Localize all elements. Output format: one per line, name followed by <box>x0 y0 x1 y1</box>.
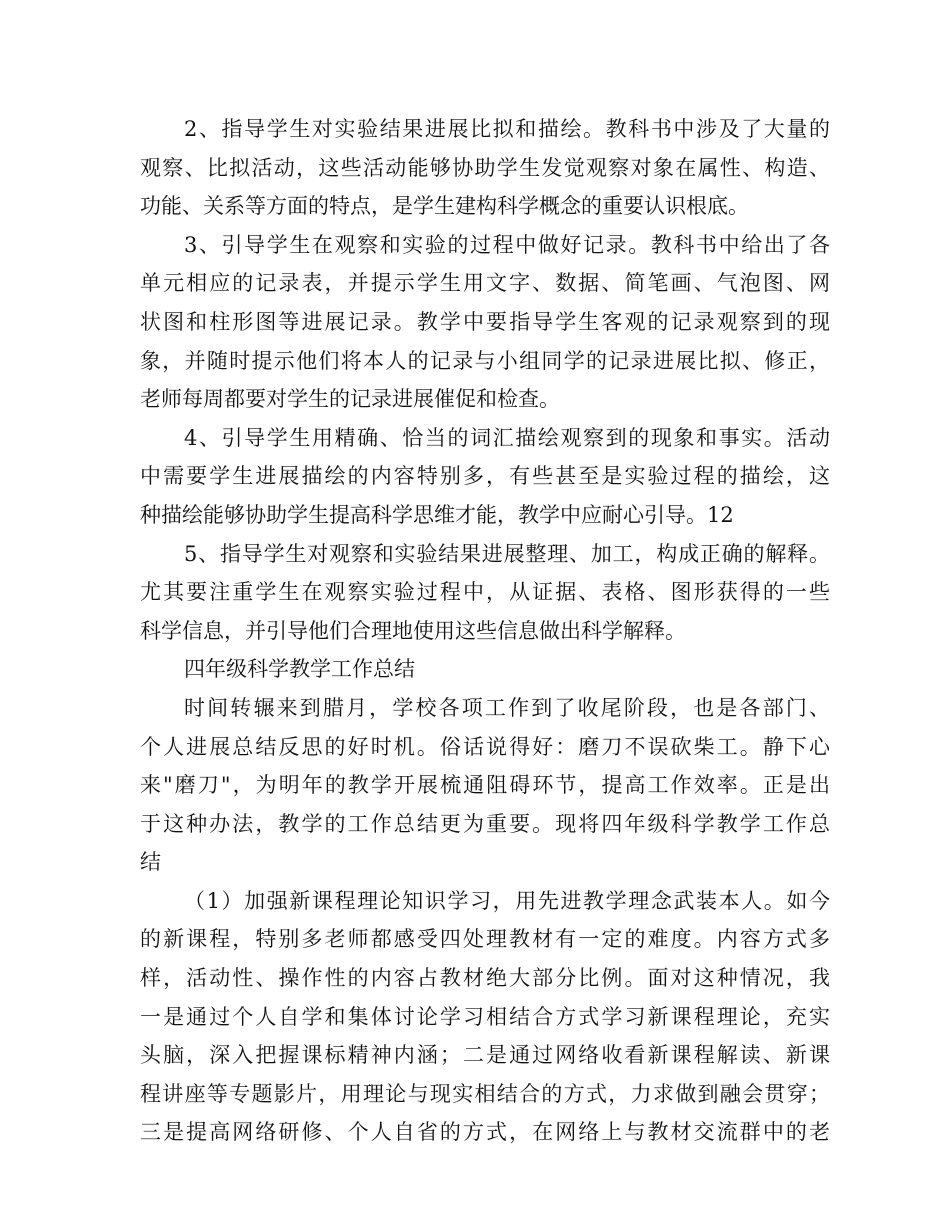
paragraph-line: （1）加强新课程理论知识学习，用先进教学理念武装本人。如今 <box>184 888 830 913</box>
paragraph-line: 三是提高网络研修、个人自省的方式，在网络上与教材交流群中的老 <box>140 1120 830 1145</box>
paragraph-line: 样，活动性、操作性的内容占教材绝大部分比例。面对这种情况，我 <box>140 966 830 991</box>
paragraph-line: 结 <box>140 850 161 875</box>
paragraph-line: 时间转辗来到腊月，学校各项工作到了收尾阶段，也是各部门、 <box>184 695 830 720</box>
document-body <box>140 110 830 1152</box>
paragraph-line: 尤其要注重学生在观察实验过程中，从证据、表格、图形获得的一些 <box>140 580 830 605</box>
paragraph-line: 科学信息，并引导他们合理地使用这些信息做出科学解释。 <box>140 618 686 643</box>
paragraph-line: 个人进展总结反思的好时机。俗话说得好：磨刀不误砍柴工。静下心 <box>140 734 830 759</box>
section-heading: 四年级科学教学工作总结 <box>184 657 415 682</box>
paragraph-line: 于这种办法，教学的工作总结更为重要。现将四年级科学教学工作总 <box>140 811 830 836</box>
paragraph-line: 一是通过个人自学和集体讨论学习相结合方式学习新课程理论，充实 <box>140 1004 830 1029</box>
paragraph-line: 4、引导学生用精确、恰当的词汇描绘观察到的现象和事实。活动 <box>184 425 830 450</box>
paragraph-line: 观察、比拟活动，这些活动能够协助学生发觉观察对象在属性、构造、 <box>140 155 830 180</box>
paragraph-line: 功能、关系等方面的特点，是学生建构科学概念的重要认识根底。 <box>140 194 749 219</box>
paragraph-line: 头脑，深入把握课标精神内涵；二是通过网络收看新课程解读、新课 <box>140 1043 830 1068</box>
paragraph-line: 种描绘能够协助学生提高科学思维才能，教学中应耐心引导。12 <box>140 502 734 527</box>
paragraph-line: 状图和柱形图等进展记录。教学中要指导学生客观的记录观察到的现 <box>140 309 830 334</box>
paragraph-line: 2、指导学生对实验结果进展比拟和描绘。教科书中涉及了大量的 <box>184 117 830 141</box>
paragraph-line: 单元相应的记录表，并提示学生用文字、数据、简笔画、气泡图、网 <box>140 271 830 296</box>
paragraph-line: 象，并随时提示他们将本人的记录与小组同学的记录进展比拟、修正， <box>140 348 830 373</box>
paragraph-line: 中需要学生进展描绘的内容特别多，有些甚至是实验过程的描绘，这 <box>140 464 830 489</box>
paragraph-line: 程讲座等专题影片，用理论与现实相结合的方式，力求做到融会贯穿； <box>140 1081 830 1106</box>
paragraph-line: 老师每周都要对学生的记录进展催促和检查。 <box>140 387 560 412</box>
paragraph-line: 5、指导学生对观察和实验结果进展整理、加工，构成正确的解释。 <box>184 541 830 566</box>
paragraph-line: 的新课程，特别多老师都感受四处理教材有一定的难度。内容方式多 <box>140 927 830 952</box>
paragraph-line: 3、引导学生在观察和实验的过程中做好记录。教科书中给出了各 <box>184 232 830 257</box>
paragraph-line: 来"磨刀"，为明年的教学开展梳通阻碍环节，提高工作效率。正是出 <box>140 773 830 798</box>
